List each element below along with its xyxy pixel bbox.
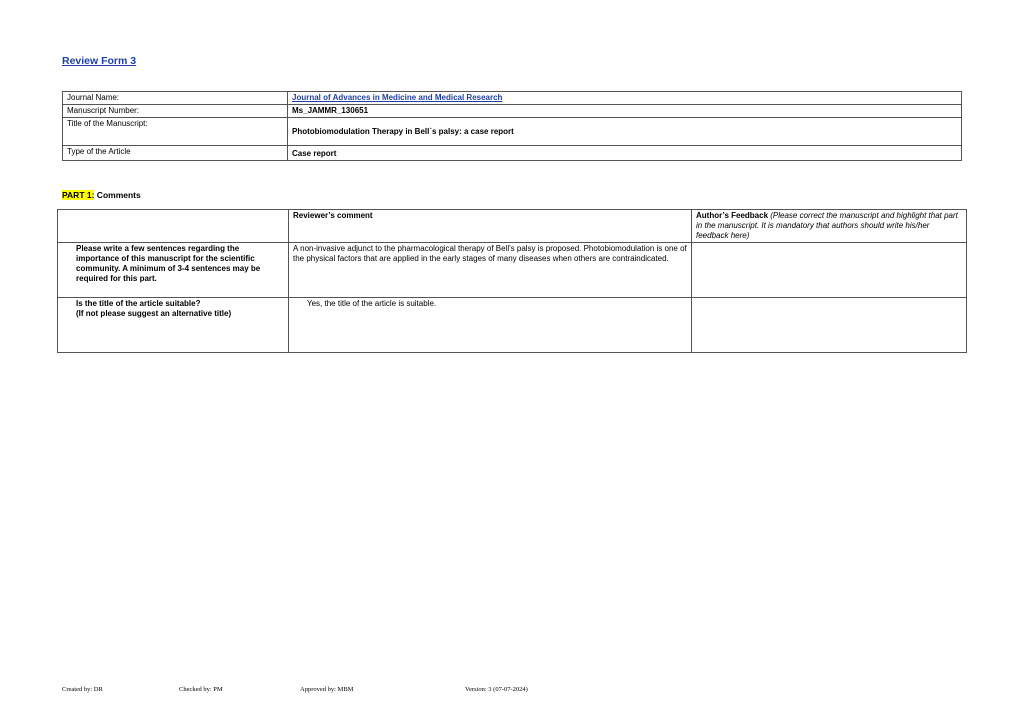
comments-header-row	[58, 210, 967, 243]
footer-checked-by: Checked by: PM	[179, 686, 223, 693]
header-blank-cell	[58, 210, 289, 243]
author-feedback-title-cell[interactable]	[692, 298, 967, 353]
manuscript-title-label: Title of the Manuscript:	[63, 118, 288, 146]
manuscript-number-row	[63, 105, 962, 118]
comments-table	[57, 209, 967, 353]
manuscript-number-label: Manuscript Number:	[63, 105, 288, 118]
author-feedback-importance[interactable]	[692, 243, 967, 298]
reviewer-comment-importance: A non-invasive adjunct to the pharmacological therapy of Bell's palsy is proposed. Photobiomodulation is one of the physical factors that are applied in the early stages of many diseases when others are contraindicated.	[289, 243, 692, 298]
header-author-feedback	[692, 210, 967, 243]
manuscript-info-table	[62, 91, 962, 161]
question-title-suitable: Is the title of the article suitable? (If not please suggest an alternative title)	[58, 298, 289, 353]
journal-label: Journal Name:	[63, 92, 288, 105]
journal-link[interactable]: Journal of Advances in Medicine and Medical Research	[292, 93, 503, 102]
part1-heading	[62, 190, 141, 200]
form-title: Review Form 3	[62, 55, 137, 67]
footer-approved-by: Approved by: MBM	[300, 686, 354, 693]
part1-label: PART 1:	[62, 190, 95, 200]
header-reviewer-comment: Reviewer’s comment	[289, 210, 692, 243]
table-row	[58, 243, 967, 298]
article-type-label: Type of the Article	[63, 146, 288, 161]
journal-row	[63, 92, 962, 105]
author-feedback-instructions: (Please correct the manuscript and highlight that part in the manuscript. It is mandatory that authors should write his/her feedback here)	[696, 211, 958, 240]
footer-created-by: Created by: DR	[62, 686, 103, 693]
table-row	[58, 298, 967, 353]
question-importance: Please write a few sentences regarding the importance of this manuscript for the scientific community. A minimum of 3-4 sentences may be required for this part.	[58, 243, 289, 298]
manuscript-number-value: Ms_JAMMR_130651	[288, 105, 962, 118]
author-feedback-title: Author’s Feedback	[696, 211, 769, 220]
part1-suffix: Comments	[94, 190, 141, 200]
article-type-value: Case report	[288, 146, 962, 161]
footer-version: Version: 3 (07-07-2024)	[465, 686, 528, 693]
manuscript-title-row	[63, 118, 962, 146]
journal-value-cell	[288, 92, 962, 105]
article-type-row	[63, 146, 962, 161]
manuscript-title-value: Photobiomodulation Therapy in Bell`s palsy: a case report	[288, 118, 962, 146]
reviewer-comment-title: Yes, the title of the article is suitable.	[289, 298, 692, 353]
